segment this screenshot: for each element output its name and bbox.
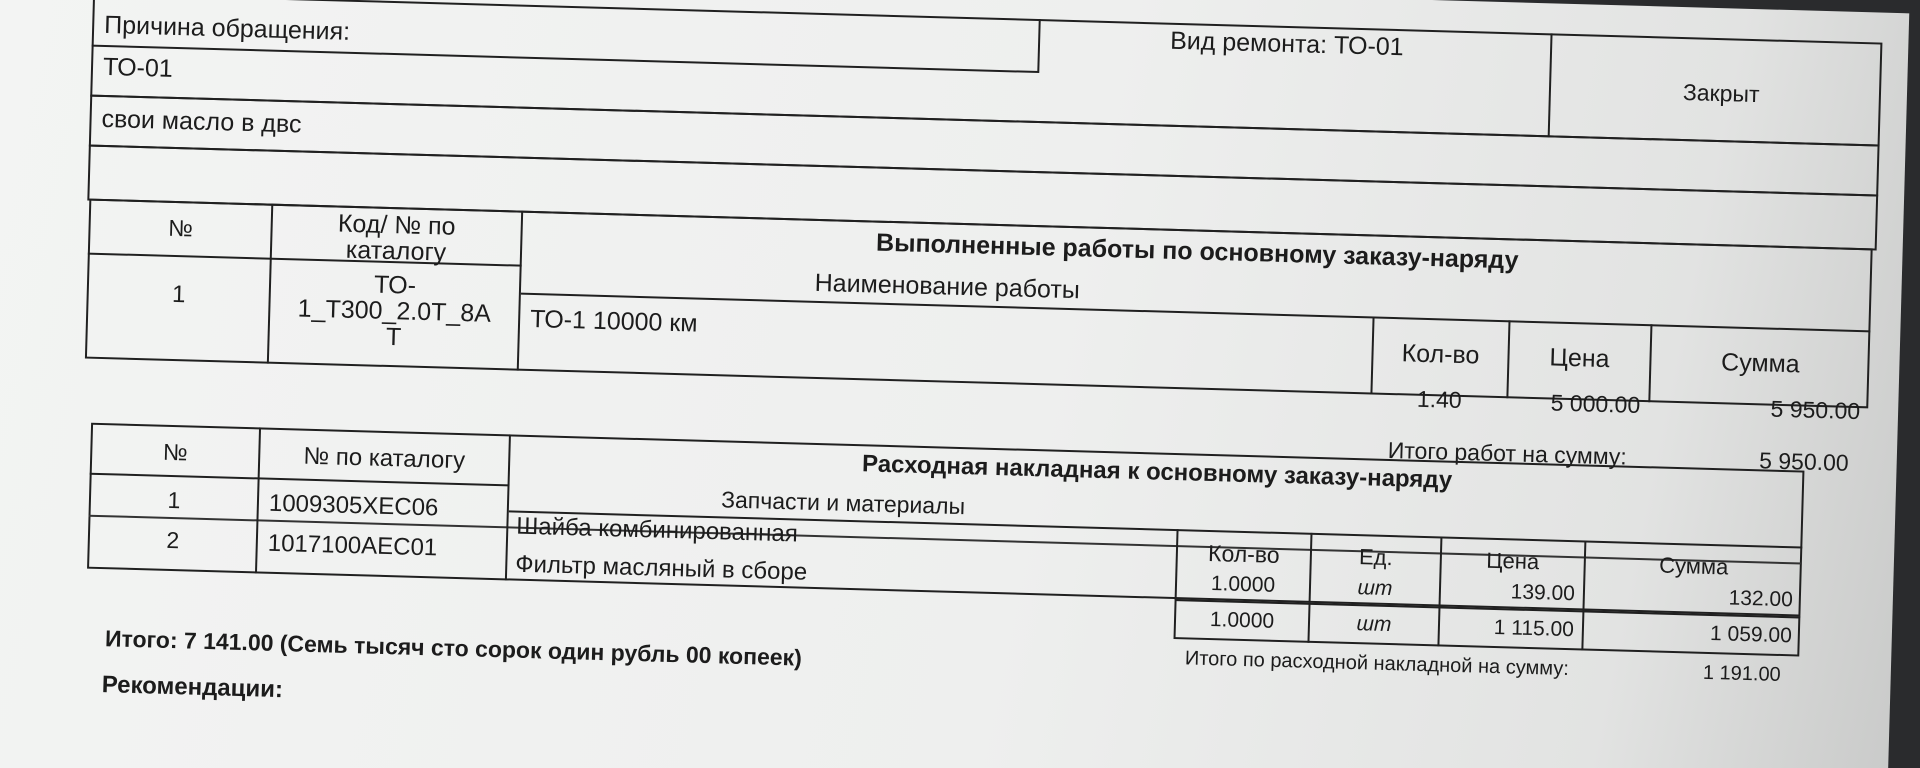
parts-col-catalog: № по каталогу xyxy=(303,442,466,475)
parts-row-qty: 1.0000 xyxy=(1209,608,1275,633)
client-note: свои масло в двс xyxy=(101,104,302,139)
works-col-price: Цена xyxy=(1549,343,1610,374)
works-title: Выполненные работы по основному заказу-наряду xyxy=(875,228,1519,275)
works-row-name: ТО-1 10000 км xyxy=(529,304,698,338)
works-col-num: № xyxy=(167,214,194,242)
works-col-qty: Кол-во xyxy=(1401,339,1480,370)
works-row-code: Т xyxy=(385,322,402,352)
parts-total-value: 1 191.00 xyxy=(1702,661,1782,686)
parts-row-qty: 1.0000 xyxy=(1210,572,1276,597)
parts-row-unit: шт xyxy=(1356,612,1392,637)
parts-row-catalog: 1009305XEC06 xyxy=(268,489,439,522)
parts-row-sum: 1 059.00 xyxy=(1709,622,1793,648)
parts-row-price: 1 115.00 xyxy=(1493,615,1575,642)
reason-value: ТО-01 xyxy=(102,52,174,83)
works-col-code: Код/ № по xyxy=(337,209,456,241)
works-col-sum: Сумма xyxy=(1720,348,1801,379)
repair-type: Вид ремонта: ТО-01 xyxy=(1169,26,1405,62)
parts-row-unit: шт xyxy=(1357,576,1393,601)
parts-row-price: 139.00 xyxy=(1510,580,1576,606)
works-row-code: ТО- xyxy=(373,270,417,300)
recommendations-heading: Рекомендации: xyxy=(101,671,284,704)
works-total-label: Итого работ на сумму: xyxy=(1387,436,1628,470)
works-col-code: каталогу xyxy=(345,235,447,267)
parts-row-catalog: 1017100AEC01 xyxy=(267,529,438,562)
works-row-qty: 1.40 xyxy=(1416,385,1463,413)
works-row-price: 5 000.00 xyxy=(1550,389,1641,418)
parts-row-sum: 132.00 xyxy=(1728,586,1794,612)
parts-row-num: 2 xyxy=(166,526,180,554)
works-row-sum: 5 950.00 xyxy=(1770,395,1861,425)
works-col-name: Наименование работы xyxy=(814,268,1081,305)
parts-col-qty: Кол-во xyxy=(1207,539,1280,568)
parts-col-price: Цена xyxy=(1486,547,1540,575)
grand-total: Итого: 7 141.00 (Семь тысяч сто сорок один рубль 00 копеек) xyxy=(104,625,803,671)
parts-row-num: 1 xyxy=(167,486,181,514)
parts-col-name: Запчасти и материалы xyxy=(720,486,966,520)
parts-row-name: Шайба комбинированная xyxy=(516,512,799,548)
works-row-code: 1_Т300_2.0Т_8А xyxy=(297,294,492,328)
parts-col-num: № xyxy=(162,438,189,466)
works-row-num: 1 xyxy=(171,280,186,309)
parts-total-label: Итого по расходной накладной на сумму: xyxy=(1184,647,1570,681)
works-total-value: 5 950.00 xyxy=(1758,447,1850,476)
status-badge: Закрыт xyxy=(1682,79,1760,108)
reason-label: Причина обращения: xyxy=(103,10,351,46)
parts-row-name: Фильтр масляный в сборе xyxy=(514,550,808,586)
parts-col-sum: Сумма xyxy=(1658,552,1729,580)
parts-col-unit: Ед. xyxy=(1358,544,1394,571)
parts-title: Расходная накладная к основному заказу-наряду xyxy=(861,450,1453,494)
